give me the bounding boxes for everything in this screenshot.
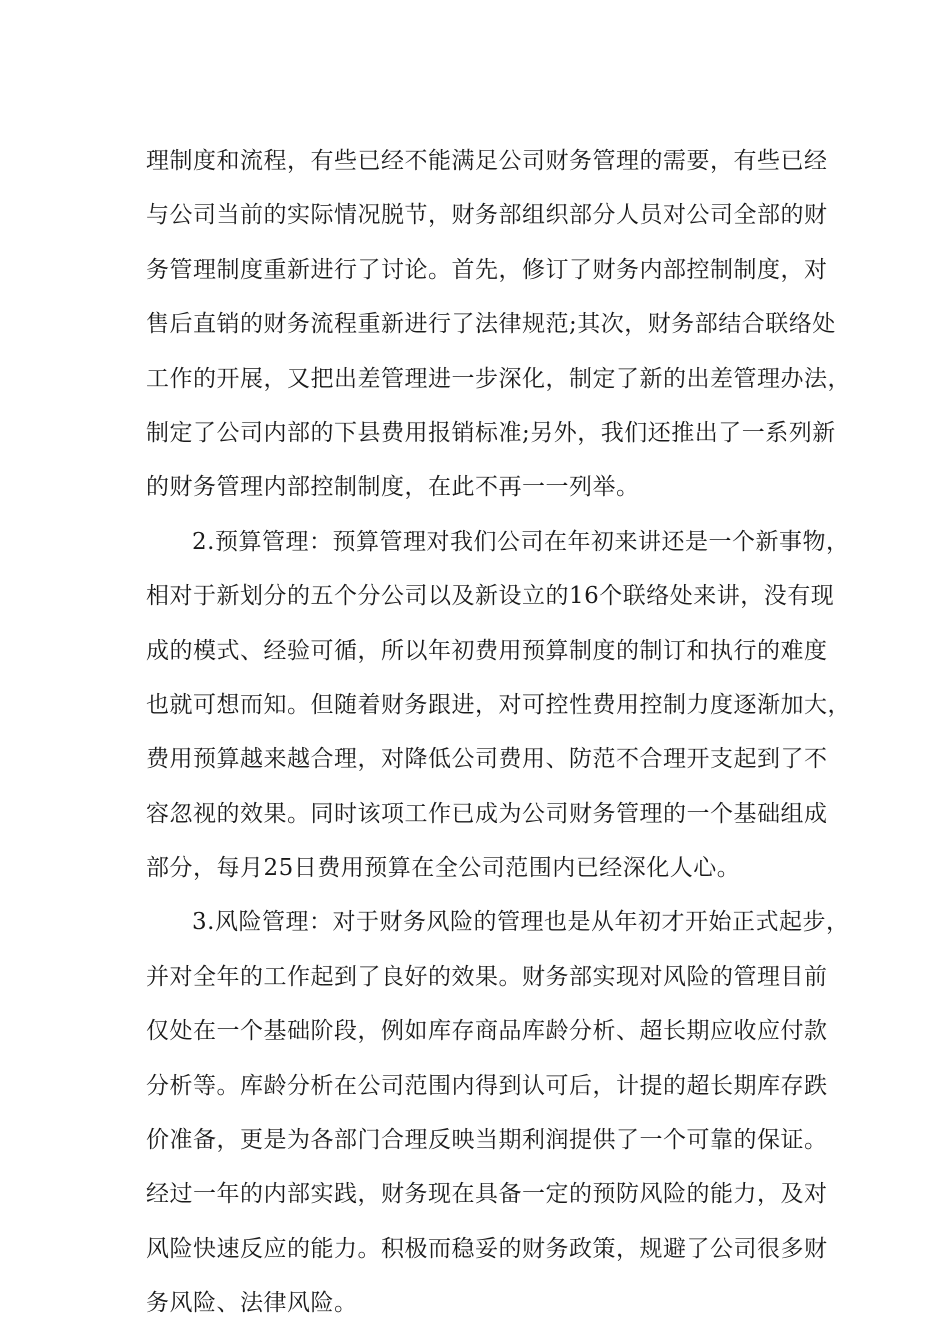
text-line: 费用预算越来越合理，对降低公司费用、防范不合理开支起到了不 xyxy=(146,746,828,773)
text-line: 相对于新划分的五个分公司以及新设立的16个联络处来讲，没有现 xyxy=(146,583,835,610)
text-line: 价准备，更是为各部门合理反映当期利润提供了一个可靠的保证。 xyxy=(146,1127,828,1154)
paragraph-heading-risk: 3.风险管理：对于财务风险的管理也是从年初才开始正式起步， xyxy=(192,909,850,936)
document-body xyxy=(146,134,851,1331)
text-line: 的财务管理内部控制制度，在此不再一一列举。 xyxy=(146,474,640,501)
text-line: 成的模式、经验可循，所以年初费用预算制度的制订和执行的难度 xyxy=(146,637,828,664)
text-line: 与公司当前的实际情况脱节，财务部组织部分人员对公司全部的财 xyxy=(146,202,828,229)
text-line: 经过一年的内部实践，财务现在具备一定的预防风险的能力，及对 xyxy=(146,1181,828,1208)
paragraph-heading-budget: 2.预算管理：预算管理对我们公司在年初来讲还是一个新事物， xyxy=(192,528,850,555)
text-line: 分析等。库龄分析在公司范围内得到认可后，计提的超长期库存跌 xyxy=(146,1072,828,1099)
text-line: 工作的开展，又把出差管理进一步深化，制定了新的出差管理办法， xyxy=(146,365,851,392)
text-line: 风险快速反应的能力。积极而稳妥的财务政策，规避了公司很多财 xyxy=(146,1235,828,1262)
text-line: 制定了公司内部的下县费用报销标准;另外，我们还推出了一系列新 xyxy=(146,419,836,446)
text-line: 理制度和流程，有些已经不能满足公司财务管理的需要，有些已经 xyxy=(146,148,828,174)
text-line: 容忽视的效果。同时该项工作已成为公司财务管理的一个基础组成 xyxy=(146,800,828,827)
text-line: 也就可想而知。但随着财务跟进，对可控性费用控制力度逐渐加大， xyxy=(146,691,851,718)
text-line: 并对全年的工作起到了良好的效果。财务部实现对风险的管理目前 xyxy=(146,963,828,990)
text-line: 务管理制度重新进行了讨论。首先，修订了财务内部控制制度，对 xyxy=(146,256,828,283)
text-line: 仅处在一个基础阶段，例如库存商品库龄分析、超长期应收应付款 xyxy=(146,1018,828,1045)
text-line: 部分，每月25日费用预算在全公司范围内已经深化人心。 xyxy=(146,855,741,882)
text-line: 售后直销的财务流程重新进行了法律规范;其次，财务部结合联络处 xyxy=(146,311,836,338)
text-line: 务风险、法律风险。 xyxy=(146,1290,358,1317)
